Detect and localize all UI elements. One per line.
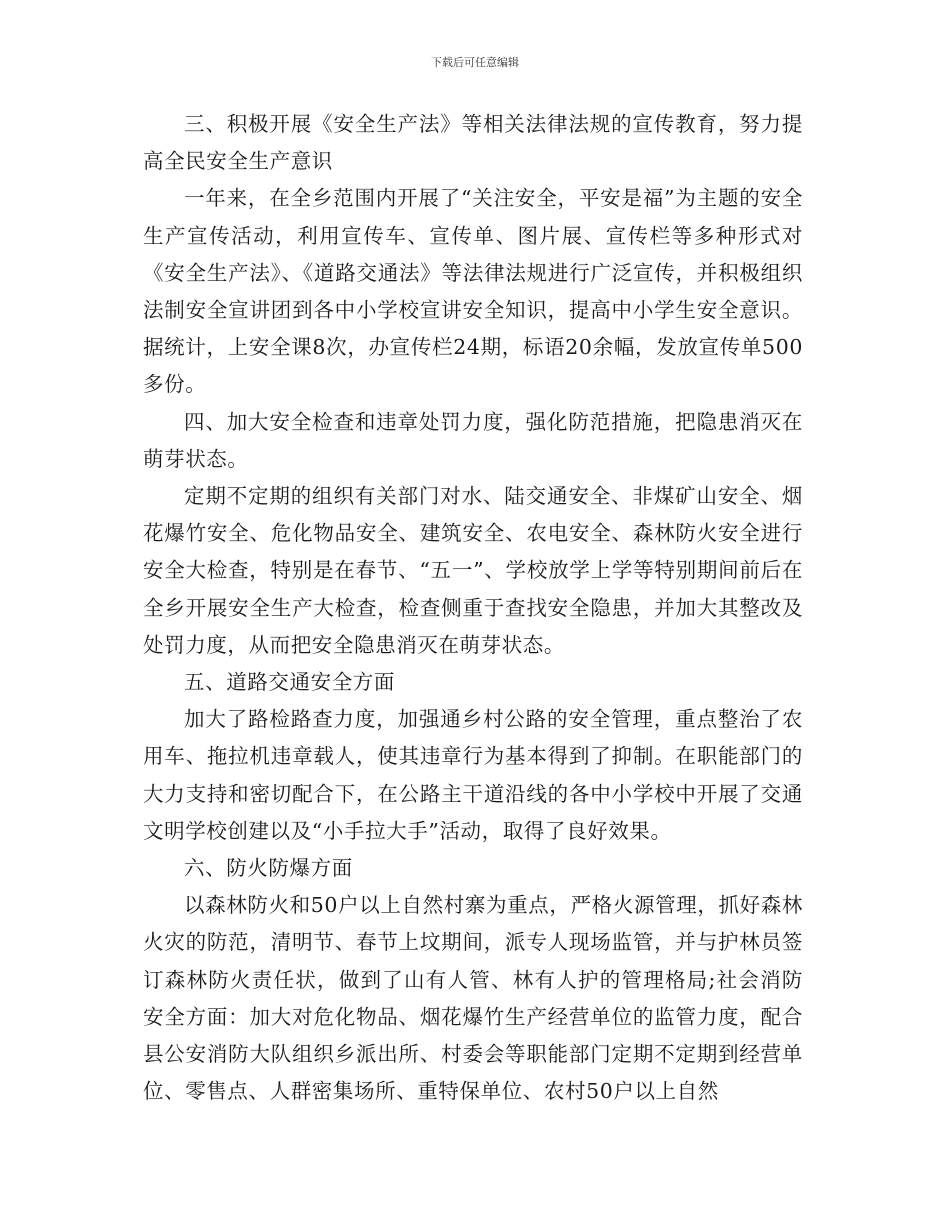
body-paragraph: 以森林防火和50户以上自然村寨为重点，严格火源管理，抓好森林火灾的防范，清明节、春节上坟期间，派专人现场监管，并与护林员签订森林防火责任状，做到了山有人管、林有人护的管理格局;社会消防安全方面：加大对危化物品、烟花爆竹生产经营单位的监管力度，配合县公安消防大队组织乡派出所、村委会等职能部门定期不定期到经营单位、零售点、人群密集场所、重特保单位、农村50户以上自然 — [143, 893, 803, 1104]
section-heading-4: 四、加大安全检查和违章处罚力度，强化防范措施，把隐患消灭在萌芽状态。 — [143, 409, 803, 471]
document-body — [143, 106, 803, 1110]
section-heading-6: 六、防火防爆方面 — [184, 856, 353, 881]
section-heading-5: 五、道路交通安全方面 — [184, 670, 395, 695]
body-paragraph: 定期不定期的组织有关部门对水、陆交通安全、非煤矿山安全、烟花爆竹安全、危化物品安全、建筑安全、农电安全、森林防火安全进行安全大检查，特别是在春节、“五一”、学校放学上学等特别期间前后在全乡开展安全生产大检查，检查侧重于查找安全隐患，并加大其整改及处罚力度，从而把安全隐患消灭在萌芽状态。 — [143, 484, 803, 657]
section-heading-3: 三、积极开展《安全生产法》等相关法律法规的宣传教育，努力提高全民安全生产意识 — [143, 112, 803, 174]
body-paragraph: 加大了路检路查力度，加强通乡村公路的安全管理，重点整治了农用车、拖拉机违章载人，使其违章行为基本得到了抑制。在职能部门的大力支持和密切配合下，在公路主干道沿线的各中小学校中开展了交通文明学校创建以及“小手拉大手”活动，取得了良好效果。 — [143, 707, 803, 843]
body-paragraph: 一年来，在全乡范围内开展了“关注安全，平安是福”为主题的安全生产宣传活动，利用宣传车、宣传单、图片展、宣传栏等多种形式对《安全生产法》、《道路交通法》等法律法规进行广泛宣传，并积极组织法制安全宣讲团到各中小学校宣讲安全知识，提高中小学生安全意识。据统计，上安全课8次，办宣传栏24期，标语20余幅，发放宣传单500多份。 — [143, 186, 803, 397]
page-header: 下载后可任意编辑 — [431, 56, 519, 69]
